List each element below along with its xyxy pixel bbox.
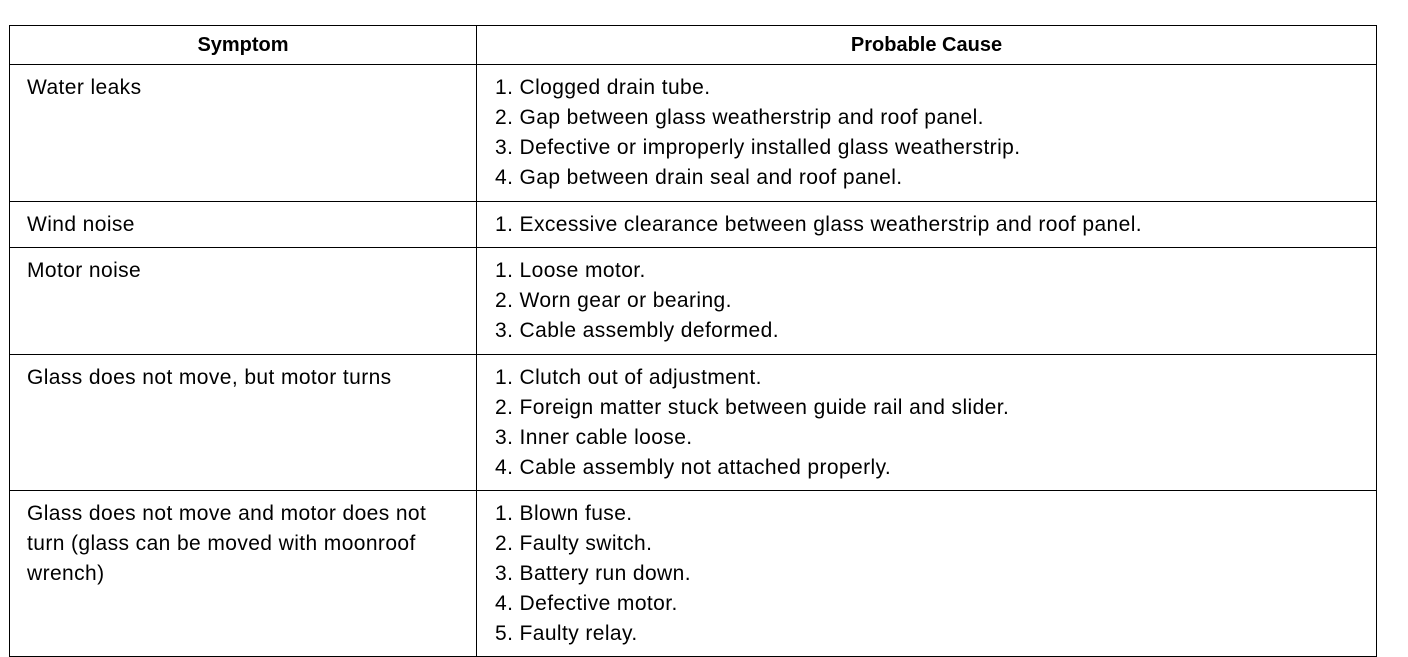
cause-cell [477, 355, 1377, 491]
cause-item: 4. Gap between drain seal and roof panel. [495, 166, 903, 189]
cause-cell [477, 65, 1377, 202]
cause-cell [477, 248, 1377, 355]
cause-list [495, 499, 1376, 649]
cause-list [495, 73, 1376, 193]
cause-item: 3. Battery run down. [495, 562, 691, 585]
cause-item: 4. Defective motor. [495, 592, 678, 615]
table-row [10, 65, 1377, 202]
cause-cell [477, 491, 1377, 657]
cause-item: 1. Clogged drain tube. [495, 76, 711, 99]
cause-item: 1. Clutch out of adjustment. [495, 366, 762, 389]
header-symptom: Symptom [10, 26, 477, 65]
cause-item: 2. Worn gear or bearing. [495, 289, 732, 312]
cause-list [495, 210, 1376, 240]
cause-item: 4. Cable assembly not attached properly. [495, 456, 892, 479]
cause-item: 3. Defective or improperly installed glass weatherstrip. [495, 136, 1021, 159]
cause-item: 2. Gap between glass weatherstrip and roof panel. [495, 106, 984, 129]
cause-item: 5. Faulty relay. [495, 622, 638, 645]
header-probable-cause: Probable Cause [477, 26, 1377, 65]
symptom-cell: Glass does not move, but motor turns [10, 355, 477, 491]
table-header-row [10, 26, 1377, 65]
cause-item: 1. Loose motor. [495, 259, 646, 282]
symptom-cell: Motor noise [10, 248, 477, 355]
cause-item: 1. Excessive clearance between glass weatherstrip and roof panel. [495, 213, 1143, 236]
table-row [10, 491, 1377, 657]
cause-item: 2. Faulty switch. [495, 532, 653, 555]
cause-cell [477, 202, 1377, 248]
cause-list [495, 363, 1376, 483]
troubleshooting-table [9, 25, 1377, 657]
symptom-cell: Wind noise [10, 202, 477, 248]
cause-item: 3. Inner cable loose. [495, 426, 693, 449]
cause-item: 1. Blown fuse. [495, 502, 633, 525]
symptom-cell: Water leaks [10, 65, 477, 202]
cause-list [495, 256, 1376, 346]
cause-item: 2. Foreign matter stuck between guide rail and slider. [495, 396, 1010, 419]
cause-item: 3. Cable assembly deformed. [495, 319, 779, 342]
symptom-cell: Glass does not move and motor does not turn (glass can be moved with moonroof wrench) [10, 491, 477, 657]
table-row [10, 202, 1377, 248]
table-row [10, 248, 1377, 355]
table-row [10, 355, 1377, 491]
